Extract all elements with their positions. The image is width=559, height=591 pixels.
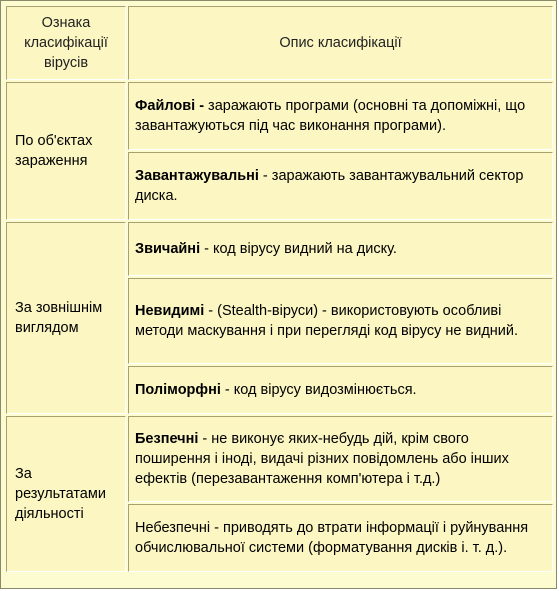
description-harmless-viruses [128,416,553,502]
term-stealth: Невидимі [135,303,205,319]
text-harmless: - не виконує яких-небудь дій, крім свого поширення і іноді, видачі різних повідомлень або інших ефектів (перезавантаження комп'ютера і т.д.) [135,431,509,487]
text-stealth: - (Stealth-віруси) - використовують особливі методи маскування і при перегляді код вірусу не видний. [135,303,519,339]
term-file: Файлові - [135,98,205,114]
term-polymorphic: Поліморфні [135,382,221,398]
text-dangerous: Небезпечні - приводять до втрати інформації і руйнування обчислювальної системи (форматування дисків і. т. д.). [135,520,529,556]
term-boot: Завантажувальні [135,168,259,184]
description-polymorphic-viruses [128,366,553,414]
term-harmless: Безпечні [135,431,199,447]
header-classification-sign: Ознака класифікації вірусів [6,6,126,80]
description-file-viruses [128,82,553,150]
text-boot: - заражають завантажувальний сектор диска. [135,168,524,204]
text-ordinary: - код вірусу видний на диску. [200,241,397,257]
virus-classification-table [4,4,555,574]
table-row [6,416,553,502]
description-ordinary-viruses [128,222,553,276]
description-dangerous-viruses [128,504,553,572]
description-stealth-viruses [128,278,553,364]
table-row [6,222,553,276]
header-row [6,6,553,80]
term-ordinary: Звичайні [135,241,201,257]
category-by-activity-results: За результатами діяльності [6,416,126,572]
category-by-infection-object: По об'єктах зараження [6,82,126,220]
description-boot-viruses [128,152,553,220]
text-polymorphic: - код вірусу видозмінюється. [220,382,417,398]
category-by-appearance: За зовнішнім виглядом [6,222,126,414]
table-row [6,82,553,150]
text-file: заражають програми (основні та допоміжні, що завантажуються під час виконання програми). [135,98,526,134]
header-classification-description: Опис класифікації [128,6,553,80]
